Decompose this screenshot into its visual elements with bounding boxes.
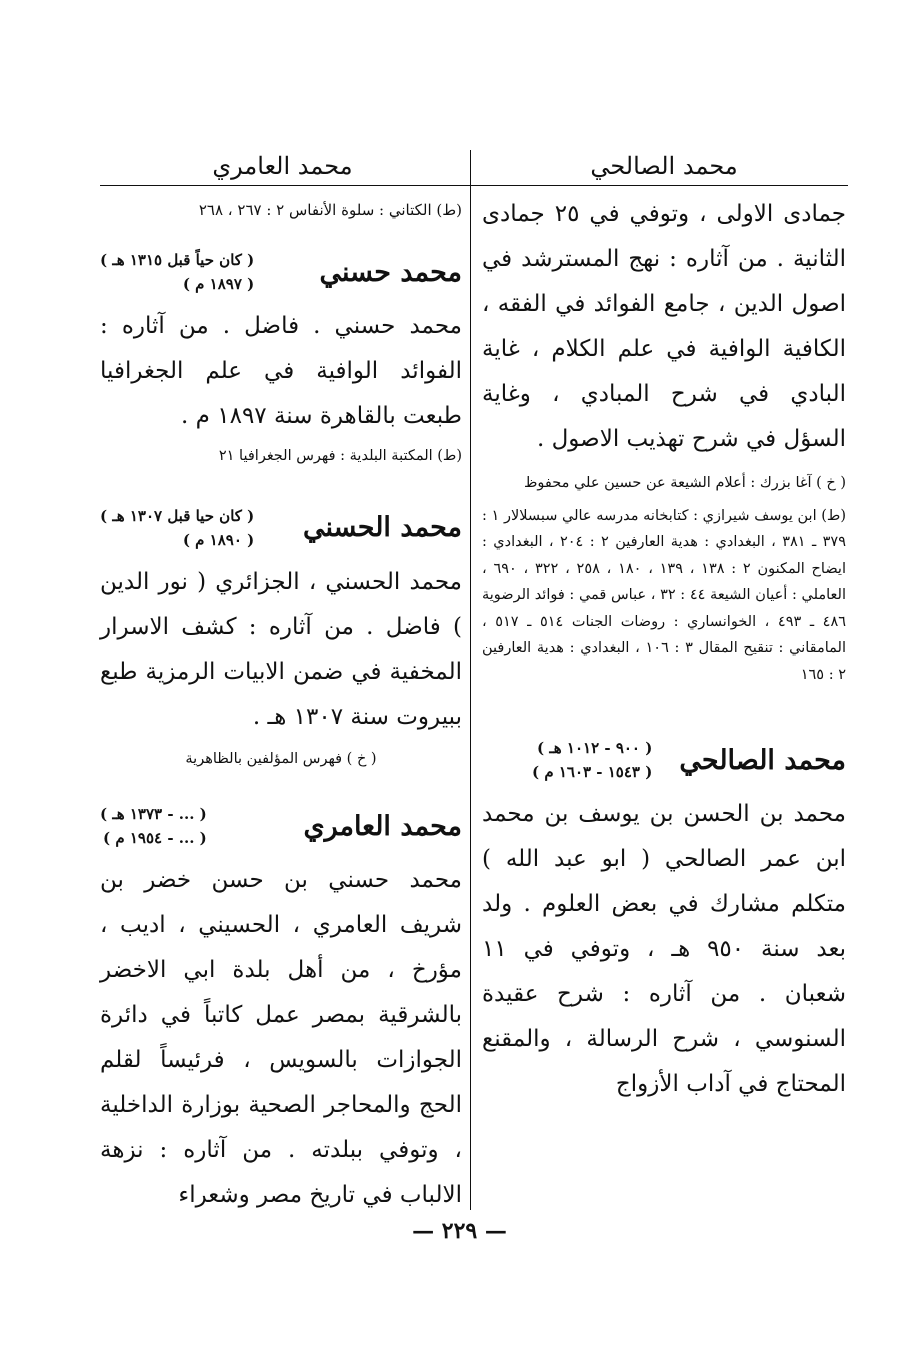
source-note: (ط) المكتبة البلدية : فهرس الجغرافيا ٢١ — [218, 448, 462, 464]
dates-hijri: ( كان حيا قبل ١٣٠٧ هـ ) — [100, 506, 255, 525]
entry-dates — [100, 248, 254, 296]
left-column — [100, 192, 462, 1218]
entry-header-hosni — [100, 248, 462, 296]
entry-name: محمد الصالحي — [679, 744, 846, 776]
dates-hijri: ( ٩٠٠ - ١٠١٢ هـ ) — [537, 739, 653, 757]
entry-name: محمد العامري — [303, 810, 462, 842]
dates-hijri: ( ... - ١٣٧٣ هـ ) — [100, 805, 207, 823]
source-note-manuscript: ( خ ) آغا بزرك : أعلام الشيعة عن حسين علي محفوظ — [523, 475, 846, 491]
entry-text: محمد حسني بن حسن خضر بن شريف العامري ، الحسيني ، اديب ، مؤرخ ، من أهل بلدة ابي الاخضر بالشرقية بمصر عمل كاتباً في دائرة الجوازات بالسويس ، فرئيساً لقلم الحج والمحاجر الصحية بوزارة الداخلية ، وتوفي ببلدته . من آثاره : نزهة الالباب في تاريخ مصر وشعراء — [100, 867, 462, 1208]
entry-name: محمد حسني — [319, 256, 462, 288]
running-header-right: محمد الصالحي — [590, 152, 738, 180]
source-note: ( خ ) فهرس المؤلفين بالظاهرية — [185, 750, 377, 767]
header-rule — [100, 185, 848, 186]
dates-gregorian: ( ١٥٤٣ - ١٦٠٣ م ) — [532, 763, 653, 781]
entry-dates — [100, 802, 207, 850]
dates-gregorian: ( ١٨٩٠ م ) — [182, 530, 255, 549]
running-header-left: محمد العامري — [212, 152, 353, 180]
entry-name: محمد الحسني — [303, 512, 462, 543]
continuation-text: جمادى الاولى ، وتوفي في ٢٥ جمادى الثانية . من آثاره : نهج المسترشد في اصول الدين ، جامع الفوائد في الفقه ، الكافية الوافية في علم الكلام ، غاية البادي في شرح المبادي ، وغاية السؤل في شرح تهذيب الاصول . — [482, 201, 846, 452]
source-note-printed: (ط) ابن يوسف شيرازي : كتابخانه مدرسه عالي سبسلالار ١ : ٣٧٩ ـ ٣٨١ ، البغدادي : هدية العارفين ٢ : ٢٠٤ ، البغدادي : ايضاح المكنون ٢ : ١٣٨ ، ١٣٩ ، ١٨٠ ، ٢٥٨ ، ٣٢٢ ، ٦٩٠ ، العاملي : أعيان الشيعة ٤٤ : ٣٢ ، عباس قمي : فوائد الرضوية ٤٨٦ ـ ٤٩٣ ، الخوانساري : روضات الجنات ٥١٤ ـ ٥١٧ ، المامقاني : تنقيح المقال ٣ : ١٠٦ ، البغدادي : هدية العارفين ٢ : ١٦٥ — [482, 507, 847, 683]
column-divider — [470, 150, 471, 1210]
dates-gregorian: ( ... - ١٩٥٤ م ) — [103, 829, 207, 847]
entry-text: محمد الحسني ، الجزائري ( نور الدين ) فاضل . من آثاره : كشف الاسرار المخفية في ضمن الابيات الرمزية طبع ببيروت سنة ١٣٠٧ هـ . — [100, 568, 462, 730]
entry-text: محمد حسني . فاضل . من آثاره : الفوائد الوافية في علم الجغرافيا طبعت بالقاهرة سنة ١٨٩٧ م . — [100, 313, 462, 429]
right-column — [482, 192, 846, 1107]
entry-dates — [532, 736, 652, 784]
dates-hijri: ( كان حياً قبل ١٣١٥ هـ ) — [100, 251, 255, 269]
entry-dates — [100, 504, 254, 552]
entry-header-salihi — [482, 736, 846, 784]
entry-header-amiri — [100, 802, 462, 850]
entry-header-hasani — [100, 504, 462, 552]
continuation-source-note: (ط) الكتاني : سلوة الأنفاس ٢ : ٢٦٧ ، ٢٦٨ — [198, 201, 462, 219]
dates-gregorian: ( ١٨٩٧ م ) — [182, 275, 255, 293]
entry-text: محمد بن الحسن بن يوسف بن محمد ابن عمر الصالحي ( ابو عبد الله ) متكلم مشارك في بعض العلوم . ولد بعد سنة ٩٥٠ هـ ، وتوفي في ١١ شعبان . من آثاره : شرح عقيدة السنوسي ، شرح الرسالة ، والمقنع المحتاج في آداب الأزواج — [482, 801, 846, 1097]
page-number: — ٢٢٩ — — [412, 1218, 507, 1244]
